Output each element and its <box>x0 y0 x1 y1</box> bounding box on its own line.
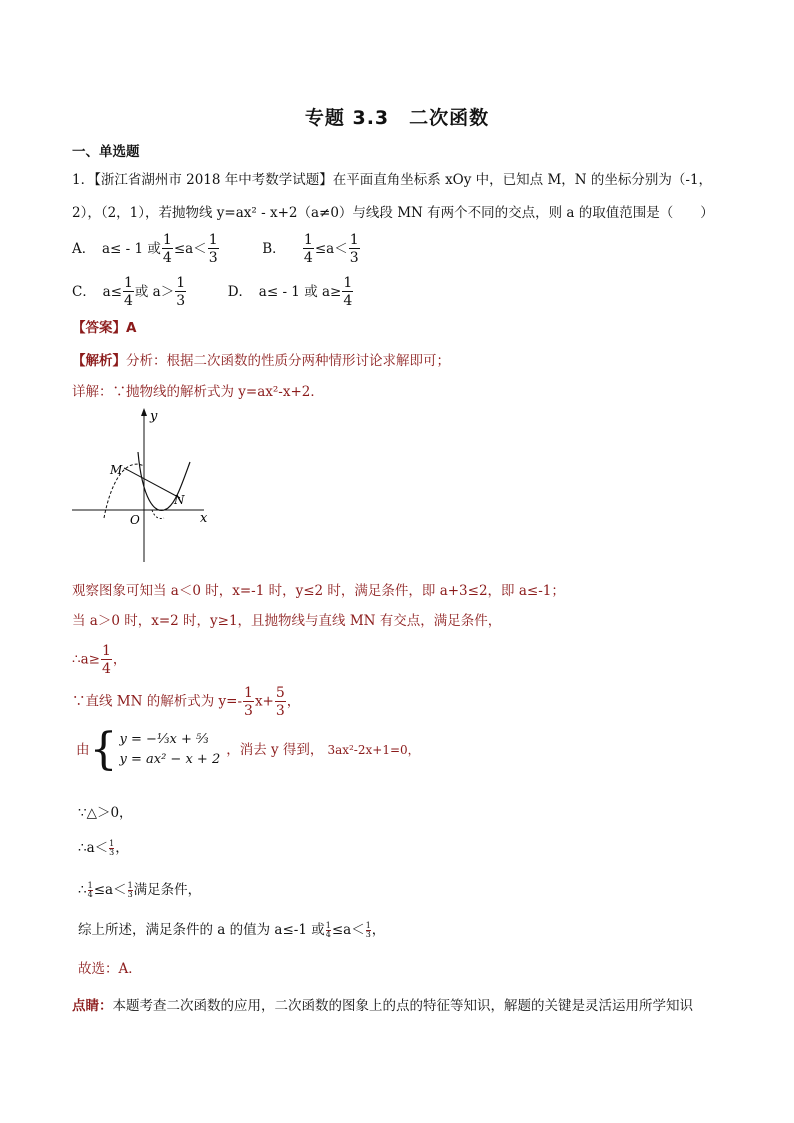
fraction: $\frac{1}{3}$ <box>365 921 371 939</box>
option-a[interactable]: A． a≤ - 1 或 $\frac{1}{4}$ ≤a＜ $\frac{1}{3}$ <box>72 232 218 266</box>
question-1-line-2: 2），（2，1），若抛物线 y=ax² - x+2（a≠0）与线段 MN 有两个不同的交点，则 a 的取值范围是（ ） <box>72 205 714 221</box>
comment: 点睛：本题考查二次函数的应用，二次函数的图象上的点的特征等知识，解题的关键是灵活运用所学知识 <box>72 998 693 1014</box>
line-mn-equation: ∵直线 MN 的解析式为 y=- $\frac{1}{3}$ x+ $\frac{5}{3}$ ， <box>72 685 301 719</box>
left-brace: { <box>89 724 118 775</box>
options-row-1 <box>72 233 361 265</box>
parabola-graph <box>68 406 218 566</box>
fraction: $\frac{1}{3}$ <box>176 275 186 309</box>
observation-1: 观察图象可知当 a＜0 时，x=-1 时，y≤2 时，满足条件，即 a+3≤2，即 a≤-1； <box>72 583 565 599</box>
observation-2: 当 a＞0 时，x=2 时，y≥1，且抛物线与直线 MN 有交点，满足条件， <box>72 613 502 629</box>
fraction: $\frac{1}{4}$ <box>343 275 353 309</box>
system-row-1: y = −⅓x + ⁵⁄₃ <box>119 732 209 747</box>
page-title: 专题 3.3 二次函数 <box>304 107 490 129</box>
answer: 【答案】A <box>72 320 137 336</box>
dashed-segment <box>152 510 164 519</box>
fraction: $\frac{1}{4}$ <box>101 643 111 677</box>
fraction: $\frac{1}{4}$ <box>325 921 331 939</box>
equation-system: 由 { y = −⅓x + ⁵⁄₃ y = ax² − x + 2 ，消去 y 得到， 3ax²-2x+1=0， <box>76 724 420 775</box>
fraction: $\frac{1}{3}$ <box>244 685 253 719</box>
segment-mn <box>124 468 180 498</box>
question-1-line-1: 1．【浙江省湖州市 2018 年中考数学试题】在平面直角坐标系 xOy 中，已知点 M，N 的坐标分别为（-1， <box>72 172 713 188</box>
y-axis-arrow <box>141 408 147 416</box>
system-row-2: y = ax² − x + 2 <box>119 752 221 767</box>
option-c[interactable]: C． a≤ $\frac{1}{4}$ 或 a＞ $\frac{1}{3}$ <box>72 275 186 309</box>
fraction: $\frac{1}{3}$ <box>208 232 218 266</box>
options-row-2 <box>72 276 354 308</box>
fraction: $\frac{1}{3}$ <box>127 881 133 899</box>
x-axis-label: x <box>200 511 208 526</box>
point-n-label: N <box>174 493 185 507</box>
fraction: $\frac{1}{4}$ <box>123 275 133 309</box>
option-b[interactable]: B． $\frac{1}{4}$ ≤a＜ $\frac{1}{3}$ <box>262 232 359 266</box>
therefore-a-ge: ∴a≥ $\frac{1}{4}$ ， <box>72 643 127 677</box>
delta-condition: ∵△＞0， <box>78 805 133 821</box>
fraction: $\frac{1}{4}$ <box>162 232 172 266</box>
summary: 综上所述，满足条件的 a 的值为 a≤-1 或 $\frac{1}{4}$ ≤a＜ $\frac{1}{3}$ ， <box>78 921 386 939</box>
analysis: 【解析】分析：根据二次函数的性质分两种情形讨论求解即可； <box>72 353 450 369</box>
y-axis-label: y <box>150 409 158 424</box>
detail: 详解：∵抛物线的解析式为 y=ax²-x+2． <box>72 384 324 400</box>
fraction: $\frac{1}{3}$ <box>109 839 115 857</box>
therefore-a-lt: ∴a＜ $\frac{1}{3}$ ， <box>78 839 129 857</box>
fraction: $\frac{5}{3}$ <box>275 685 285 719</box>
fraction: $\frac{1}{4}$ <box>303 232 313 266</box>
fraction: $\frac{1}{3}$ <box>349 232 359 266</box>
choose-answer: 故选：A． <box>78 961 142 977</box>
origin-label: O <box>130 513 140 527</box>
section-heading: 一、单选题 <box>72 144 140 160</box>
point-m-label: M <box>110 463 123 477</box>
option-d[interactable]: D． a≤ - 1 或 a≥ $\frac{1}{4}$ <box>227 275 353 309</box>
fraction: $\frac{1}{4}$ <box>87 881 93 899</box>
therefore-range: ∴ $\frac{1}{4}$ ≤a＜ $\frac{1}{3}$ 满足条件， <box>78 881 202 899</box>
